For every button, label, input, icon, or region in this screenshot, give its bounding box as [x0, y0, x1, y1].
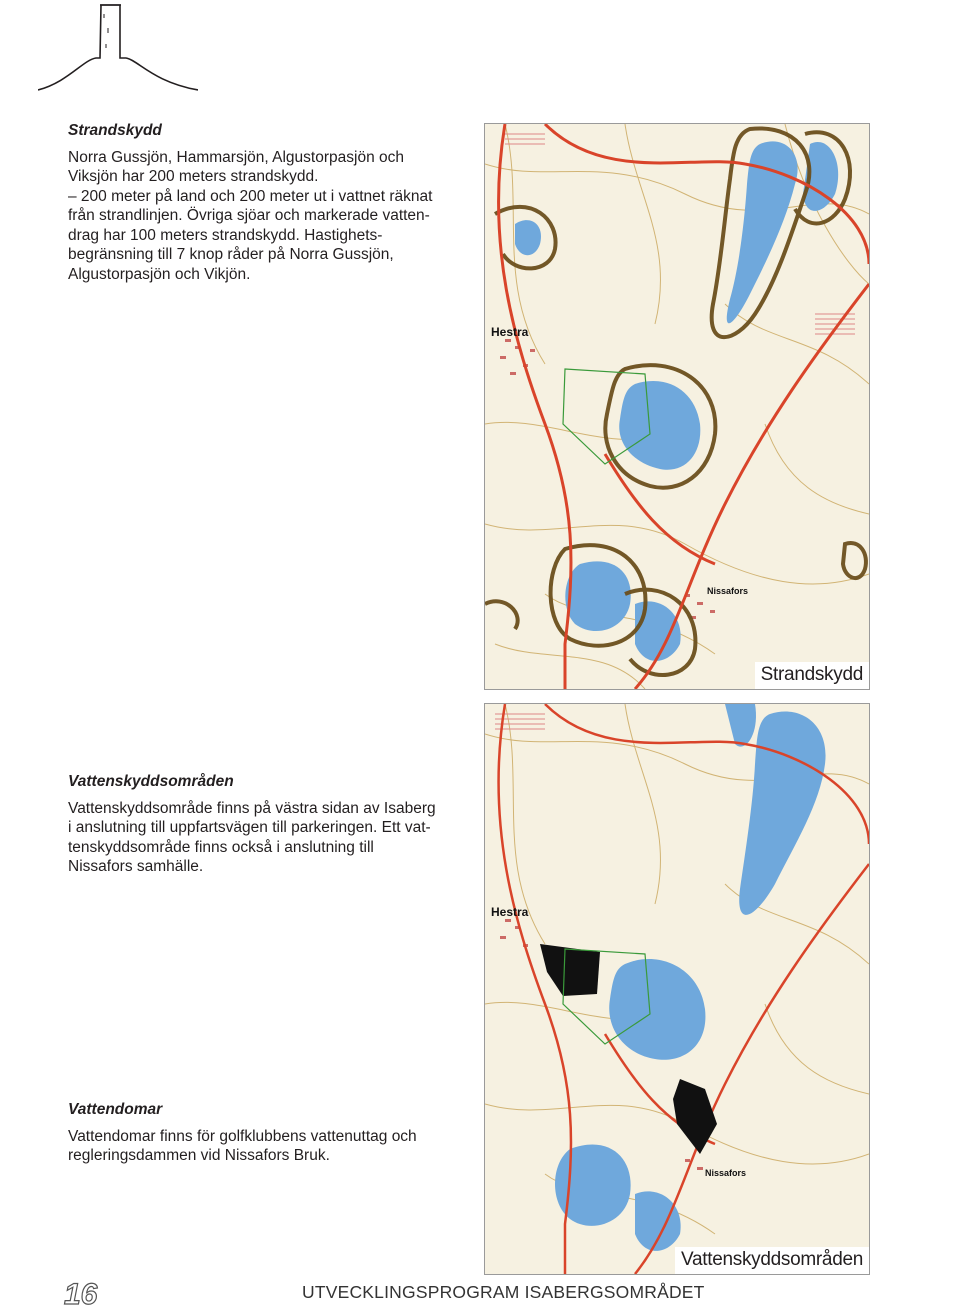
place-label-nissafors: Nissafors	[705, 1168, 747, 1178]
strandskydd-map	[484, 123, 870, 690]
vattenskydd-heading: Vattenskyddsområden	[68, 773, 234, 790]
strandskydd-line: – 200 meter på land och 200 meter ut i vattnet räknat	[68, 187, 433, 205]
vattenskydd-line: Nissafors samhälle.	[68, 858, 204, 875]
place-label-hestra: Hestra	[491, 905, 529, 919]
strandskydd-line: begränsning till 7 knop råder på Norra Gussjön,	[68, 246, 394, 263]
protection-zone-isaberg	[540, 944, 600, 996]
strandskydd-line: drag har 100 meters strandskydd. Hastighets-	[68, 226, 383, 244]
vattenskydd-line: tenskyddsområde finns också i anslutning till	[68, 838, 374, 856]
vattenskydd-map	[484, 703, 870, 1275]
vattendomar-section	[68, 1100, 468, 1166]
place-label-hestra: Hestra	[491, 325, 529, 339]
strandskydd-line: från strandlinjen. Övriga sjöar och markerade vatten-	[68, 207, 430, 224]
vattenskydd-section	[68, 772, 468, 877]
vattenskydd-map-caption: Vattenskyddsområden	[675, 1247, 869, 1274]
vattendomar-line: regleringsdammen vid Nissafors Bruk.	[68, 1147, 330, 1164]
strandskydd-section	[68, 121, 468, 284]
place-label-nissafors: Nissafors	[707, 586, 749, 596]
strandskydd-heading: Strandskydd	[68, 122, 162, 139]
vattenskydd-line: Vattenskyddsområde finns på västra sidan av Isaberg	[68, 799, 436, 817]
strandskydd-line: Norra Gussjön, Hammarsjön, Algustorpasjön och	[68, 148, 404, 166]
strandskydd-line: Viksjön har 200 meters strandskydd.	[68, 168, 319, 185]
vattenskydd-line: i anslutning till uppfartsvägen till parkeringen. Ett vat-	[68, 819, 431, 836]
footer-title: UTVECKLINGSPROGRAM ISABERGSOMRÅDET	[302, 1282, 705, 1302]
page-number: 16	[64, 1278, 98, 1311]
strandskydd-line: Algustorpasjön och Vikjön.	[68, 265, 251, 283]
strandskydd-map-caption: Strandskydd	[755, 662, 869, 689]
vattendomar-heading: Vattendomar	[68, 1101, 163, 1118]
tower-logo-icon	[38, 0, 198, 95]
vattendomar-line: Vattendomar finns för golfklubbens vattenuttag och	[68, 1127, 417, 1145]
